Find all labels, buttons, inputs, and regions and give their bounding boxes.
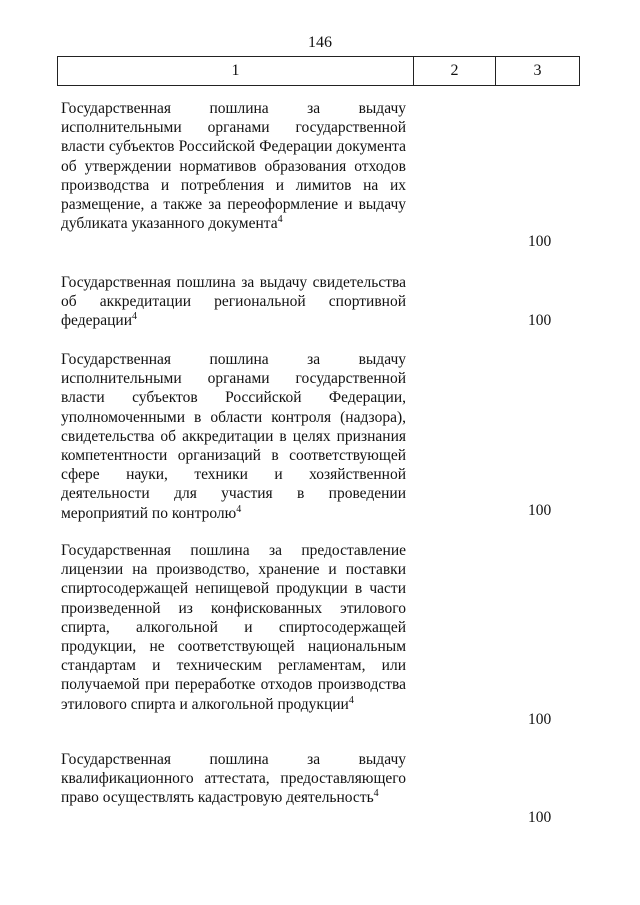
table-header <box>57 56 580 86</box>
table-header-col-2: 2 <box>414 57 496 85</box>
fee-description-text: Государственная пошлина за выдачу квалификационного аттестата, предоставляющего право осуществлять кадастровую деятельность <box>61 751 406 807</box>
fee-description <box>61 99 406 233</box>
fee-amount: 100 <box>528 233 552 250</box>
fee-amount: 100 <box>528 711 552 728</box>
footnote-marker: 4 <box>236 503 242 515</box>
fee-description-text: Государственная пошлина за выдачу свидетельства об аккредитации региональной спортивной федерации <box>61 274 406 330</box>
fee-description-text: Государственная пошлина за предоставление лицензии на производство, хранение и поставки спиртосодержащей непищевой продукции в части произведенной из конфискованных этилового спирта, алкогольной и спиртосодержащей продукции, не соответствующей национальным стандартам и техническим регламентам, или получаемой при переработке отходов производства этилового спирта и алкогольной продукции <box>61 542 406 713</box>
footnote-marker: 4 <box>277 214 283 226</box>
fee-amount: 100 <box>528 809 552 826</box>
footnote-marker: 4 <box>132 311 137 323</box>
table-header-col-3: 3 <box>533 62 542 79</box>
fee-description <box>61 273 406 331</box>
fee-description <box>61 350 406 523</box>
footnote-marker: 4 <box>348 694 354 706</box>
table-header-col-1: 1 <box>58 57 414 85</box>
fee-amount: 100 <box>528 312 552 329</box>
fee-description-text: Государственная пошлина за выдачу исполнительными органами государственной власти субъектов Российской Федерации, уполномоченными в области контроля (надзора), свидетельства об аккредитации в целях признания компетентности организаций в соответствующей сфере науки, техники и хозяйственной деятельности для участия в проведении мероприятий по контролю <box>61 351 406 522</box>
footnote-marker: 4 <box>373 788 379 800</box>
fee-description <box>61 750 406 808</box>
fee-description-text: Государственная пошлина за выдачу исполнительными органами государственной власти субъектов Российской Федерации документа об утверждении нормативов образования отходов производства и потребления и лимитов на их размещение, а также за переоформление и выдачу дубликата указанного документа <box>61 100 406 233</box>
page-number: 146 <box>308 34 332 51</box>
fee-amount: 100 <box>528 502 552 519</box>
fee-description <box>61 541 406 714</box>
